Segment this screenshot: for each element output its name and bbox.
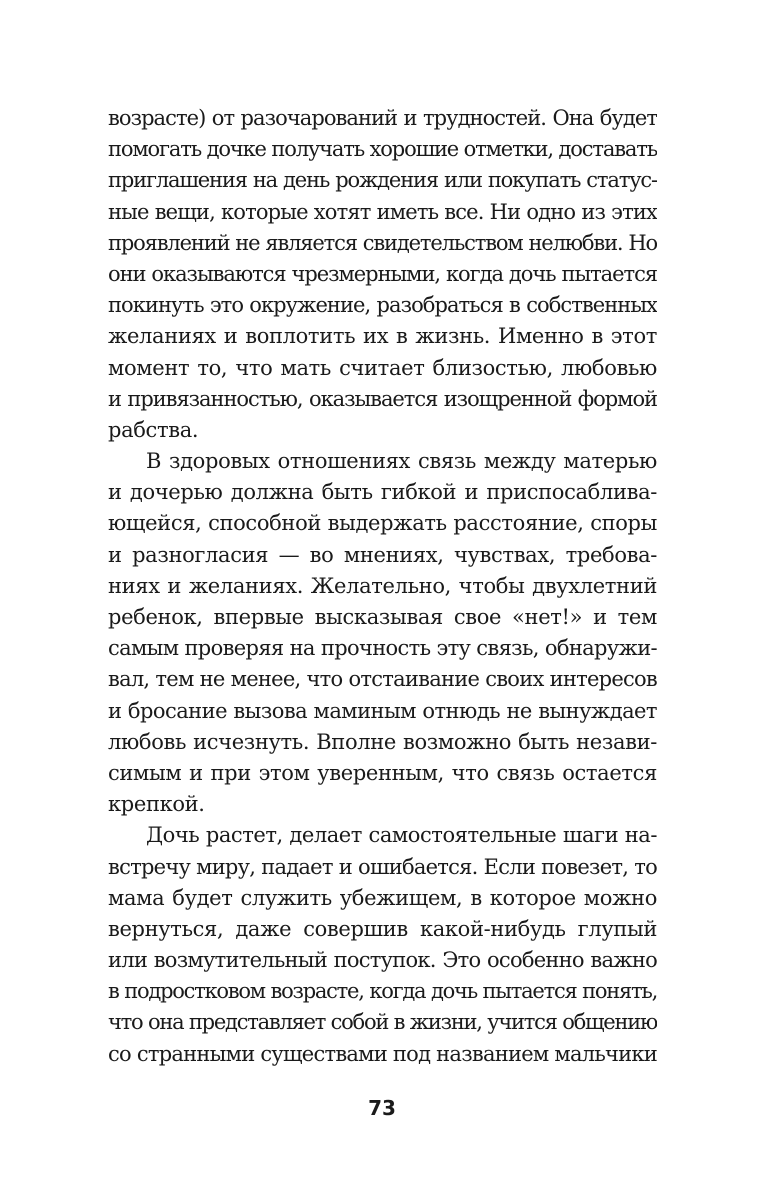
text-line: мама будет служить убежищем, в которое можно	[108, 885, 657, 910]
text-line: ные вещи, которые хотят иметь все. Ни одно из этих	[108, 199, 657, 224]
text-line: вернуться, даже совершив какой-нибудь глупый	[108, 916, 657, 941]
text-line: симым и при этом уверенным, что связь остается	[108, 760, 657, 785]
text-line: со странными существами под названием мальчики	[108, 1041, 657, 1066]
text-line: что она представляет собой в жизни, учится общению	[108, 1010, 657, 1035]
text-line: крепкой.	[108, 792, 205, 817]
text-line: рабства.	[108, 417, 199, 442]
text-line: или возмутительный поступок. Это особенно важно	[108, 948, 657, 973]
text-line: проявлений не является свидетельством нелюбви. Но	[108, 230, 657, 255]
text-line: ющейся, способной выдержать расстояние, споры	[108, 511, 657, 536]
text-line: они оказываются чрезмерными, когда дочь пытается	[108, 261, 657, 286]
text-line: покинуть это окружение, разобраться в собственных	[108, 293, 657, 318]
text-line: ребенок, впервые высказывая свое «нет!» и тем	[108, 605, 657, 629]
text-line: любовь исчезнуть. Вполне возможно быть незави-	[108, 729, 657, 754]
text-line: ниях и желаниях. Желательно, чтобы двухлетний	[108, 573, 657, 598]
text-line: и бросание вызова маминым отнюдь не вынуждает	[108, 698, 657, 723]
text-line: приглашения на день рождения или покупать статус-	[108, 168, 657, 193]
text-line: момент то, что мать считает близостью, любовью	[108, 355, 657, 380]
text-line: вал, тем не менее, что отстаивание своих интересов	[108, 667, 657, 692]
text-line: встречу миру, падает и ошибается. Если повезет, то	[108, 854, 657, 879]
text-line: и разногласия — во мнениях, чувствах, требова-	[108, 542, 657, 567]
text-line: помогать дочке получать хорошие отметки, доставать	[108, 137, 657, 162]
text-line: самым проверяя на прочность эту связь, обнаружи-	[108, 636, 657, 661]
text-line: возрасте) от разочарований и трудностей. Она будет	[108, 106, 657, 130]
text-line: желаниях и воплотить их в жизнь. Именно в этот	[108, 324, 657, 349]
page-number: 73	[368, 1096, 396, 1120]
body-text	[108, 103, 657, 1070]
text-line: и дочерью должна быть гибкой и приспосаблива-	[108, 480, 657, 505]
text-line: Дочь растет, делает самостоятельные шаги на-	[146, 823, 657, 848]
text-line: В здоровых отношениях связь между матерью	[146, 449, 657, 474]
text-line: в подростковом возрасте, когда дочь пытается понять,	[108, 979, 657, 1004]
text-line: и привязанностью, оказывается изощренной формой	[108, 386, 657, 411]
